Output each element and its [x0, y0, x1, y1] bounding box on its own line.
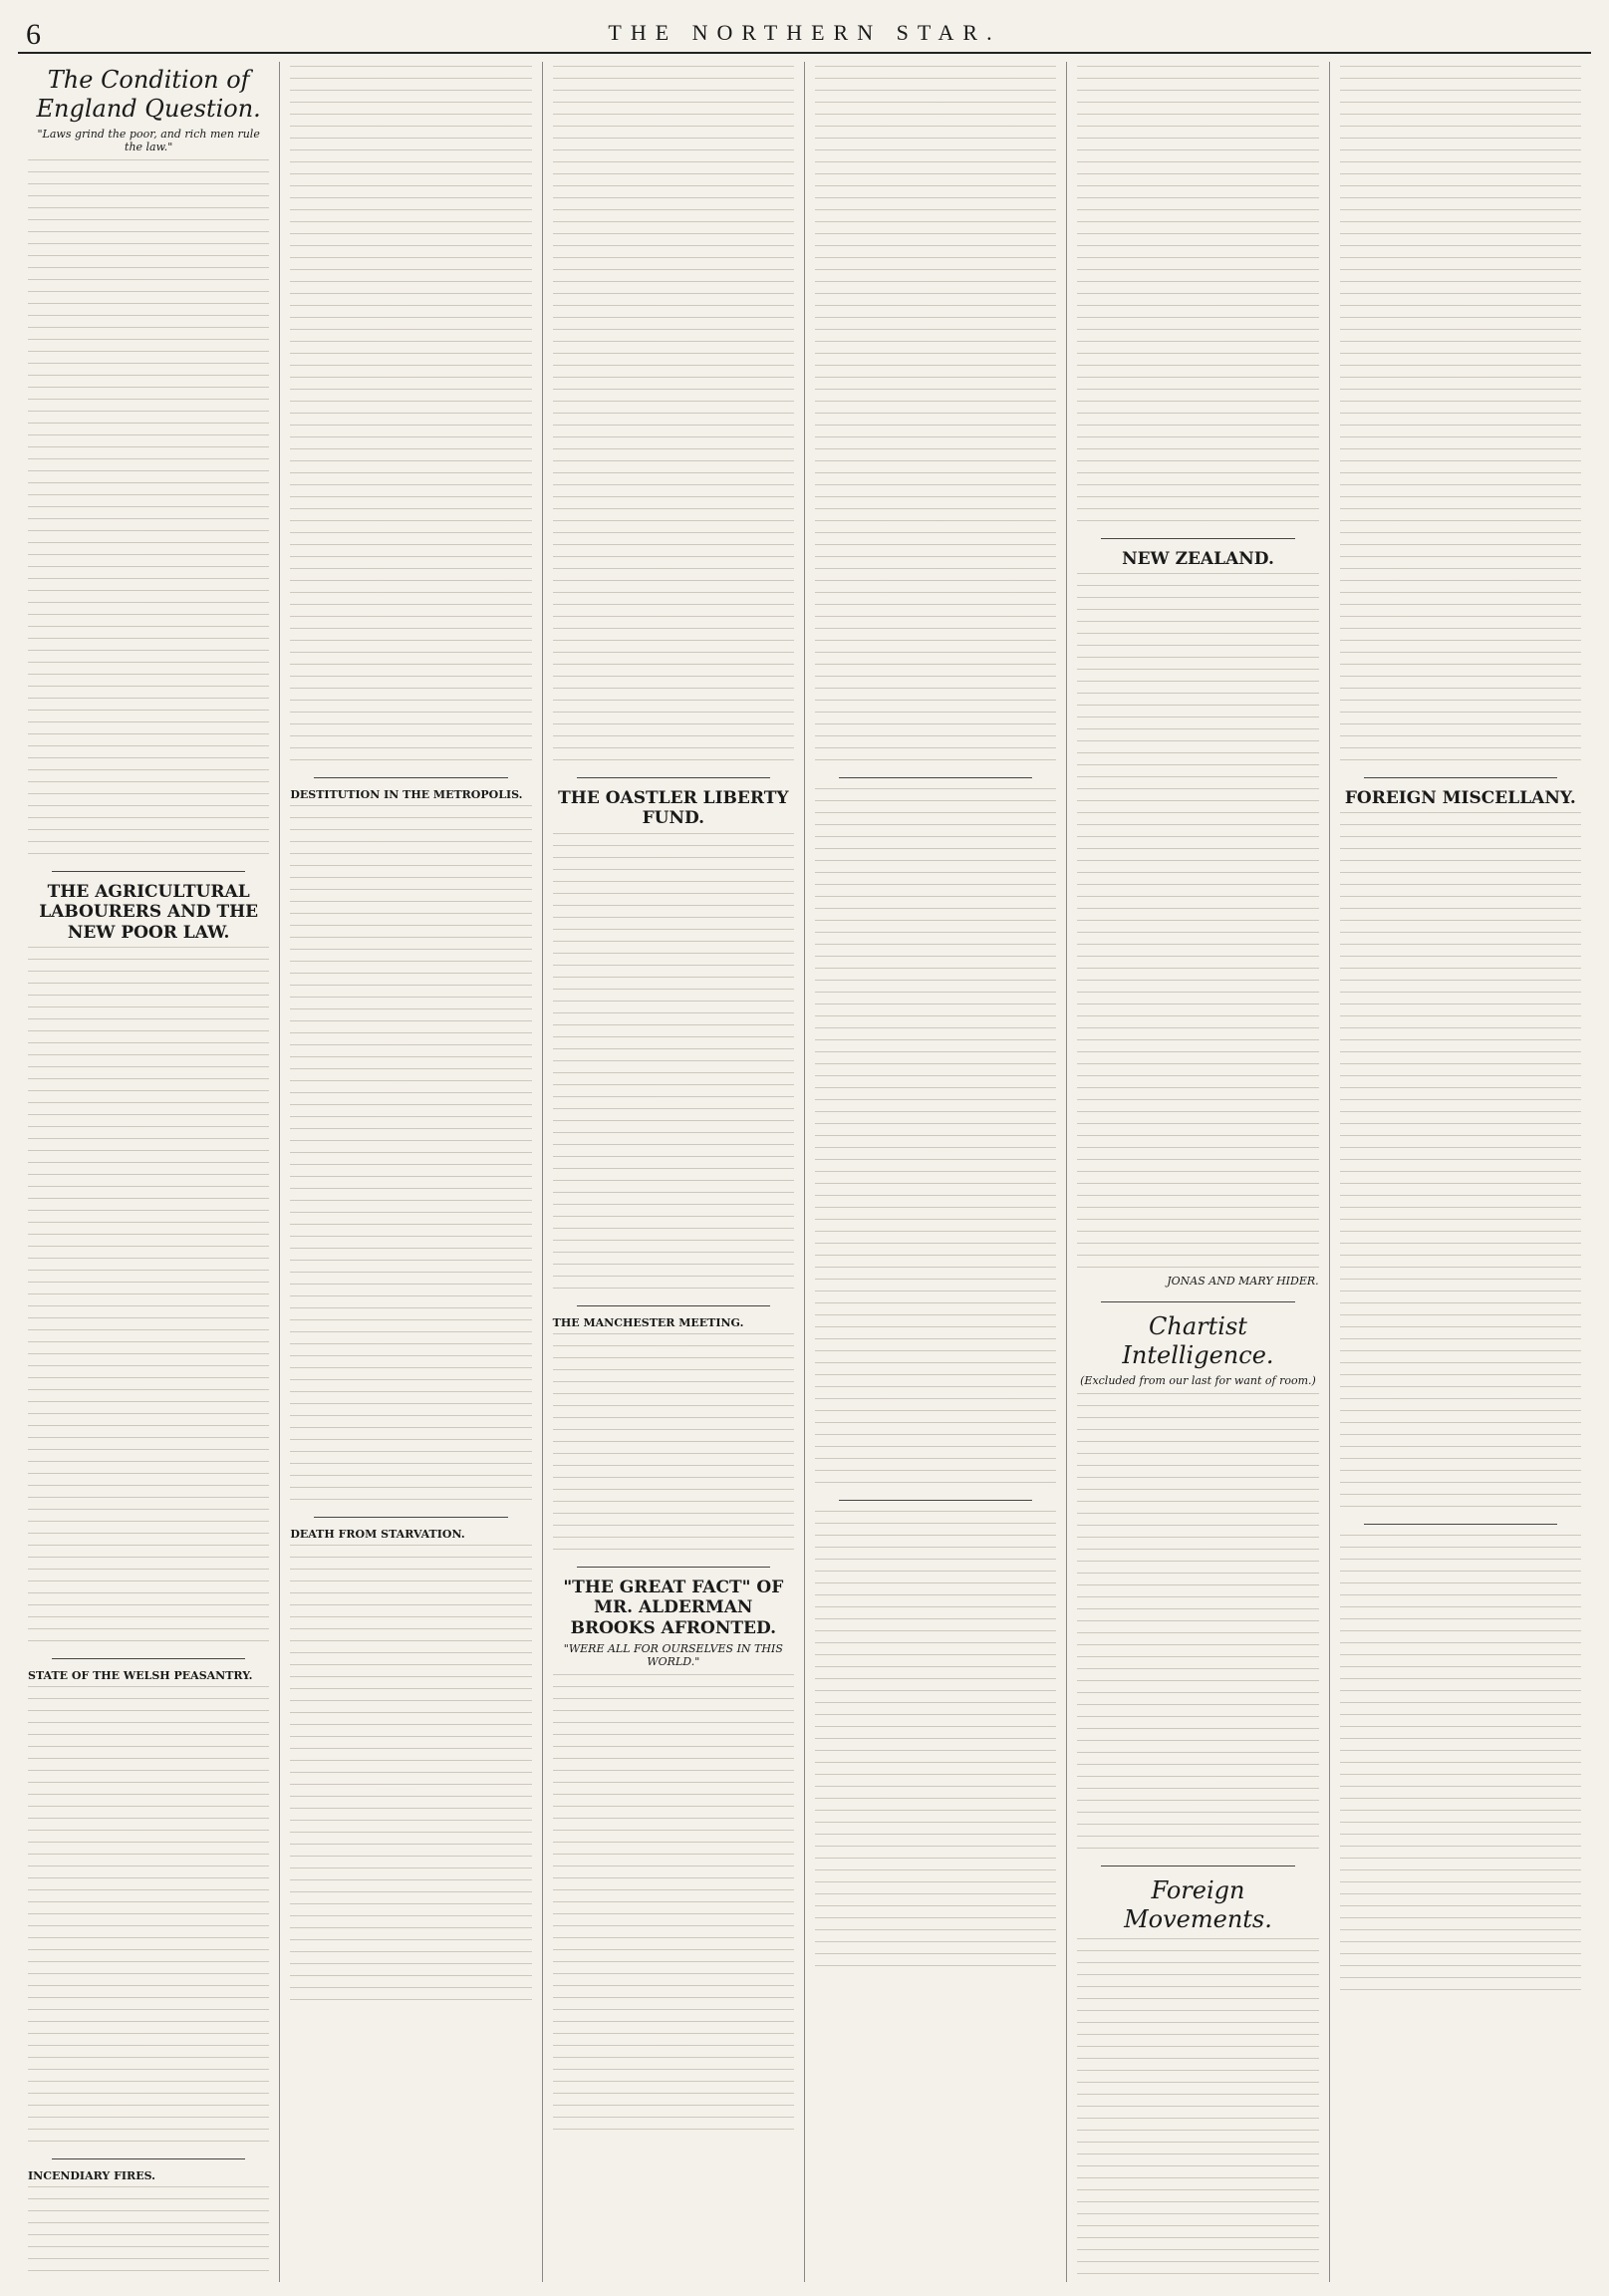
article-body	[290, 66, 531, 763]
section-divider	[1101, 538, 1294, 539]
section-divider	[314, 1517, 507, 1518]
article-section	[290, 1528, 531, 2003]
article-body	[815, 1511, 1056, 1969]
section-title: Chartist Intelligence.	[1122, 1312, 1274, 1370]
article-body	[1340, 812, 1581, 1510]
column-2	[280, 62, 542, 2282]
section-divider	[52, 871, 245, 872]
article-section	[553, 1316, 794, 1553]
article-body	[290, 805, 531, 1503]
article-section	[290, 788, 531, 1503]
article-section	[28, 66, 269, 857]
article-body	[1340, 1535, 1581, 1993]
column-3	[543, 62, 805, 2282]
section-subtitle: (Excluded from our last for want of room.)	[1080, 1373, 1316, 1387]
article-body	[1077, 66, 1318, 524]
section-divider	[839, 777, 1032, 778]
article-section	[290, 66, 531, 763]
article-body	[28, 947, 269, 1644]
article-body	[553, 66, 794, 763]
article-section	[553, 66, 794, 763]
section-divider	[577, 777, 770, 778]
section-title: "THE GREAT FACT" OF MR. ALDERMAN BROOKS AFRONTED.	[563, 1577, 784, 1638]
article-section	[1077, 549, 1318, 1288]
section-divider	[52, 2158, 245, 2159]
article-section	[553, 788, 794, 1292]
article-body	[815, 788, 1056, 1486]
section-title: NEW ZEALAND.	[1122, 549, 1274, 569]
article-section	[1340, 788, 1581, 1510]
article-section	[1077, 1312, 1318, 1852]
dateline: DESTITUTION IN THE METROPOLIS.	[290, 788, 523, 801]
article-section	[1077, 1876, 1318, 2282]
article-body	[28, 2186, 269, 2282]
article-body	[28, 1686, 269, 2145]
page-number: 6	[26, 18, 41, 51]
section-divider	[52, 1658, 245, 1659]
article-body	[1077, 573, 1318, 1271]
paper-name: THE NORTHERN STAR.	[608, 20, 1001, 45]
article-section	[1340, 66, 1581, 763]
dateline: INCENDIARY FIRES.	[28, 2169, 155, 2183]
section-divider	[1364, 1524, 1557, 1525]
dateline: DEATH FROM STARVATION.	[290, 1528, 465, 1541]
column-1	[18, 62, 280, 2282]
newspaper-page	[18, 14, 1591, 2282]
article-body	[553, 833, 794, 1292]
section-title: FOREIGN MISCELLANY.	[1344, 788, 1576, 808]
column-5	[1067, 62, 1329, 2282]
dateline: STATE OF THE WELSH PEASANTRY.	[28, 1669, 253, 1683]
dateline: THE MANCHESTER MEETING.	[552, 1315, 744, 1329]
article-body	[28, 159, 269, 857]
article-section	[815, 1511, 1056, 1969]
section-title: The Condition of England Question.	[36, 66, 261, 123]
section-divider	[577, 1567, 770, 1568]
article-body	[290, 1545, 531, 2003]
section-divider	[1364, 777, 1557, 778]
article-section	[28, 2169, 269, 2282]
article-section	[815, 788, 1056, 1486]
column-4	[805, 62, 1067, 2282]
section-title: Foreign Movements.	[1124, 1876, 1272, 1933]
masthead	[18, 14, 1591, 54]
signature: JONAS AND MARY HIDER.	[1167, 1275, 1319, 1289]
section-divider	[1101, 1301, 1294, 1302]
article-body	[815, 66, 1056, 763]
section-divider	[839, 1500, 1032, 1501]
article-section	[1340, 1535, 1581, 1993]
column-6	[1330, 62, 1591, 2282]
article-section	[815, 66, 1056, 763]
article-body	[1077, 1393, 1318, 1852]
columns	[18, 62, 1591, 2282]
article-section	[28, 882, 269, 1644]
article-body	[553, 1674, 794, 2133]
article-body	[553, 1333, 794, 1553]
article-body	[1077, 1938, 1318, 2282]
article-section	[1077, 66, 1318, 524]
section-title: THE OASTLER LIBERTY FUND.	[558, 788, 789, 829]
section-subtitle: "WERE ALL FOR OURSELVES IN THIS WORLD."	[563, 1641, 783, 1669]
article-section	[553, 1578, 794, 2134]
section-divider	[577, 1305, 770, 1306]
section-divider	[314, 777, 507, 778]
section-subtitle: "Laws grind the poor, and rich men rule the law."	[37, 127, 260, 153]
article-section	[28, 1669, 269, 2145]
article-body	[1340, 66, 1581, 763]
section-title: THE AGRICULTURAL LABOURERS AND THE NEW POOR LAW.	[39, 881, 259, 943]
